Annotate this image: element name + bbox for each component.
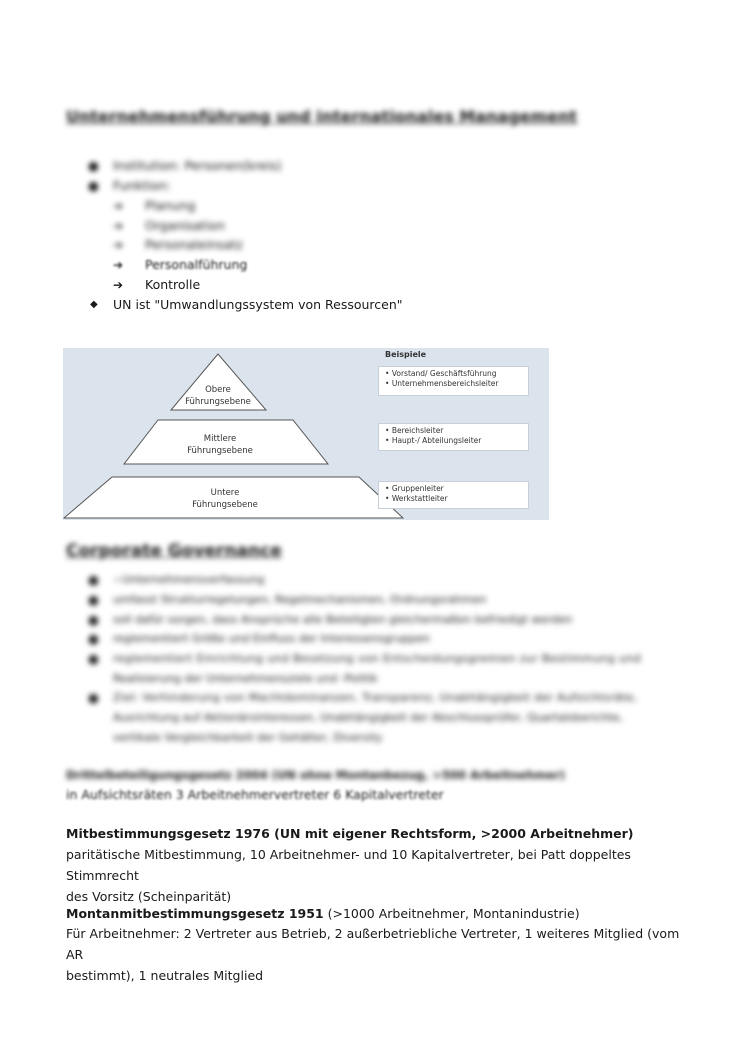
examples-box-top [378, 366, 529, 396]
arrow-right-icon: ➔ [113, 219, 124, 233]
examples-title: Beispiele [385, 350, 427, 359]
example-item: • Gruppenleiter [385, 484, 444, 493]
bullet-icon: ● [88, 592, 99, 607]
pyramid-label-middle: Mittlere Führungsebene [187, 434, 253, 456]
list-item: Institution: Personen(kreis) [113, 158, 282, 173]
list-item: ~Unternehmensverfassung [113, 573, 265, 586]
law-title-montanmitbestimmung: Montanmitbestimmungsgesetz 1951 (>1000 Arbeitnehmer, Montanindustrie) [66, 906, 580, 921]
law-text-mitbestimmung: paritätische Mitbestimmung, 10 Arbeitnehmer- und 10 Kapitalvertreter, bei Patt doppeltes Stimmrecht des Vorsitz (Scheinparität) [66, 847, 631, 904]
arrow-right-icon: ➔ [113, 258, 124, 272]
list-item: soll dafür sorgen, dass Ansprüche alle Beteiligten gleichermaßen befriedigt werden [113, 613, 573, 626]
arrow-right-icon: ➔ [113, 278, 124, 292]
diamond-bullet-icon: ◆ [90, 299, 98, 310]
list-item-continuation: Realisierung der Unternehmensziele und -Politik [113, 672, 378, 685]
arrow-right-icon: ➔ [113, 238, 124, 252]
list-item: UN ist "Umwandlungssystem von Ressourcen" [113, 297, 403, 312]
list-subitem: Kontrolle [145, 277, 201, 292]
example-item: • Werkstattleiter [385, 494, 448, 503]
bullet-icon: ● [88, 651, 99, 666]
law-text-montanmitbestimmung: Für Arbeitnehmer: 2 Vertreter aus Betrieb, 2 außerbetriebliche Vertreter, 1 weiteres Mitglied (vom AR bestimmt), 1 neutrales Mitglied [66, 926, 680, 983]
list-item-continuation: Ausrichtung auf Aktionärsinteressen, Unabhängigkeit der Abschlussprüfer, Quartalsberichte, [113, 711, 623, 724]
examples-box-middle [378, 423, 529, 451]
bullet-icon: ● [88, 178, 99, 193]
example-item: • Unternehmensbereichsleiter [385, 379, 499, 388]
list-subitem: Personaleinsatz [145, 237, 243, 252]
bullet-icon: ● [88, 572, 99, 587]
pyramid-label-bottom: Untere Führungsebene [192, 488, 258, 510]
example-item: • Haupt-/ Abteilungsleiter [385, 436, 482, 445]
pyramid-label-top: Obere Führungsebene [185, 385, 251, 407]
section-title-corporate-governance: Corporate Governance [66, 541, 282, 561]
bullet-icon: ● [88, 690, 99, 705]
list-item: umfasst Strukturregelungen, Regelmechanismen, Ordnungsrahmen [113, 593, 487, 606]
section-title-management: Unternehmensführung und internationales Management [66, 107, 578, 126]
law-text-drittelbeteiligung: in Aufsichtsräten 3 Arbeitnehmervertreter 6 Kapitalvertreter [66, 787, 444, 802]
list-item: Funktion: [113, 178, 171, 193]
examples-box-bottom [378, 481, 529, 509]
list-item-continuation: vertikale Vergleichbarkeit der Gehälter, Diversity [113, 731, 383, 744]
list-item: reglementiert Einrichtung und Besetzung von Entscheidungsgremien zur Bestimmung und [113, 652, 642, 665]
list-subitem: Personalführung [145, 257, 248, 272]
list-subitem: Organisation [145, 218, 225, 233]
law-title-drittelbeteiligung: Drittelbeteiligungsgesetz 2004 (UN ohne Montanbezug, >500 Arbeitnehmer) [66, 768, 565, 782]
example-item: • Bereichsleiter [385, 426, 444, 435]
example-item: • Vorstand/ Geschäftsführung [385, 369, 497, 378]
list-subitem: Planung [145, 198, 196, 213]
bullet-icon: ● [88, 612, 99, 627]
bullet-icon: ● [88, 631, 99, 646]
law-title-mitbestimmung: Mitbestimmungsgesetz 1976 (UN mit eigener Rechtsform, >2000 Arbeitnehmer) [66, 826, 634, 841]
list-item: Ziel: Verhinderung von Machtdominanzen, Transparenz, Unabhängigkeit der Aufsichtsräte, [113, 691, 638, 704]
arrow-right-icon: ➔ [113, 199, 124, 213]
bullet-icon: ● [88, 158, 99, 173]
list-item: reglementiert Größe und Einfluss der Interessensgruppen [113, 632, 430, 645]
